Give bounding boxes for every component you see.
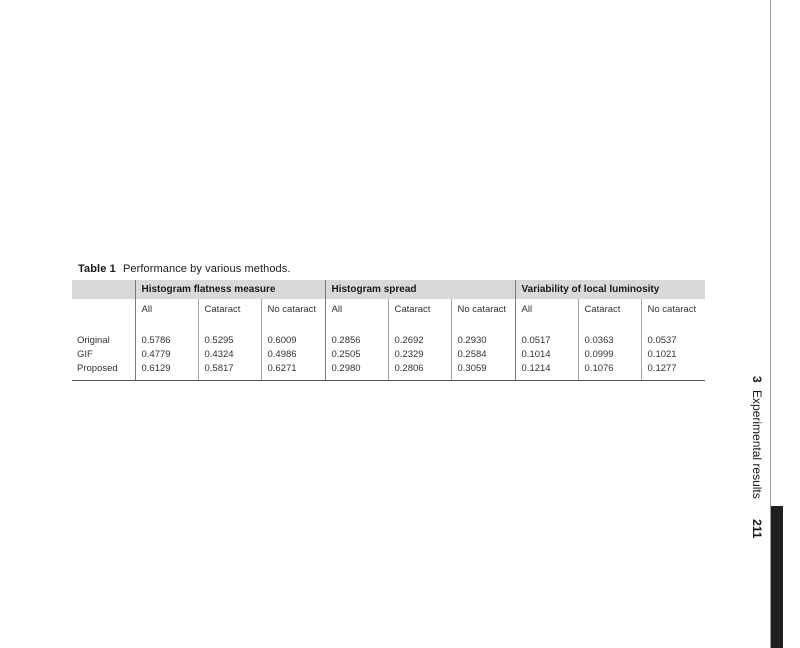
chapter-number: 3 bbox=[750, 376, 764, 383]
table-cell: 0.4986 bbox=[261, 349, 325, 363]
column-header: All bbox=[325, 299, 388, 335]
column-header: No cataract bbox=[451, 299, 515, 335]
table-caption bbox=[78, 263, 291, 275]
table-row bbox=[72, 349, 705, 363]
row-label: GIF bbox=[77, 349, 93, 360]
table-cell: 0.5786 bbox=[135, 335, 198, 349]
table-cell: 0.2329 bbox=[388, 349, 451, 363]
running-header-text bbox=[750, 376, 764, 538]
table-cell: 0.1014 bbox=[515, 349, 578, 363]
table-cell: 0.0999 bbox=[578, 349, 641, 363]
results-table bbox=[72, 280, 705, 381]
column-header: Cataract bbox=[198, 299, 261, 335]
row-label: Proposed bbox=[72, 363, 135, 381]
table-row bbox=[72, 335, 705, 349]
table-cell: 0.4324 bbox=[198, 349, 261, 363]
group-header: Histogram flatness measure bbox=[135, 280, 325, 299]
table-cell: 0.2505 bbox=[325, 349, 388, 363]
table-cell: 0.0517 bbox=[515, 335, 578, 349]
table-cell: 0.2930 bbox=[451, 335, 515, 349]
table-cell: 0.6129 bbox=[135, 363, 198, 381]
running-header bbox=[736, 376, 776, 551]
table-cell: 0.2806 bbox=[388, 363, 451, 381]
group-header: Variability of local luminosity bbox=[515, 280, 705, 299]
table-cell: 0.2856 bbox=[325, 335, 388, 349]
table-cell: 0.5817 bbox=[198, 363, 261, 381]
table-row bbox=[72, 363, 705, 381]
table-cell: 0.1214 bbox=[515, 363, 578, 381]
row-label: Original bbox=[77, 335, 110, 346]
group-header-row bbox=[72, 280, 705, 299]
table-cell: 0.3059 bbox=[451, 363, 515, 381]
table-cell: 0.6271 bbox=[261, 363, 325, 381]
table-cell: 0.1076 bbox=[578, 363, 641, 381]
table-cell: 0.6009 bbox=[261, 335, 325, 349]
row-label-header bbox=[72, 299, 135, 335]
table-cell: 0.1021 bbox=[641, 349, 705, 363]
column-header: All bbox=[135, 299, 198, 335]
table-cell: 0.0537 bbox=[641, 335, 705, 349]
subheader-row bbox=[72, 299, 705, 335]
column-header: No cataract bbox=[641, 299, 705, 335]
table-cell: 0.2692 bbox=[388, 335, 451, 349]
table-cell: 0.4779 bbox=[135, 349, 198, 363]
group-header: Histogram spread bbox=[325, 280, 515, 299]
table-cell: 0.2584 bbox=[451, 349, 515, 363]
table-cell: 0.0363 bbox=[578, 335, 641, 349]
column-header: Cataract bbox=[388, 299, 451, 335]
column-header: All bbox=[515, 299, 578, 335]
corner-cell bbox=[72, 280, 135, 299]
table-cell: 0.2980 bbox=[325, 363, 388, 381]
column-header: Cataract bbox=[578, 299, 641, 335]
table-cell: 0.1277 bbox=[641, 363, 705, 381]
table-cell: 0.5295 bbox=[198, 335, 261, 349]
page-number: 211 bbox=[750, 519, 764, 539]
column-header: No cataract bbox=[261, 299, 325, 335]
table-caption-label: Table 1 bbox=[78, 263, 116, 275]
table-caption-text: Performance by various methods. bbox=[122, 263, 291, 275]
chapter-title: Experimental results bbox=[750, 390, 764, 499]
